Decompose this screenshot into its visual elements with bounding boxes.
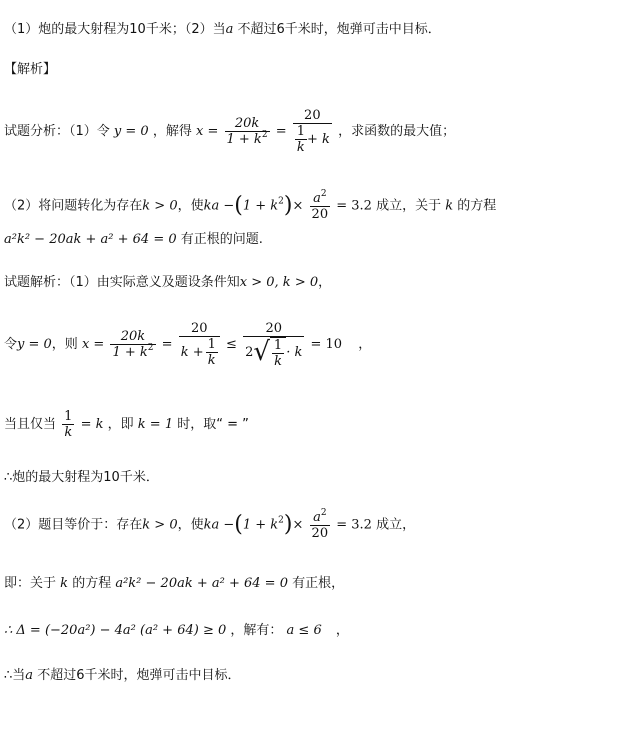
analysis-p2-k: k <box>445 198 454 214</box>
solution-p2-fraction: $\frac{a^2}{20}$ <box>311 507 329 541</box>
solution-ling: 令 <box>4 337 18 352</box>
solution-fraction-1: $\frac{20k}{1 + k^2}$ <box>112 329 154 360</box>
analysis-y-eq: y = 0 <box>113 124 149 139</box>
sol-frac2-den-a: k + <box>180 345 204 360</box>
analysis-p2-text: （2）将问题转化为存在 <box>4 198 143 214</box>
analysis-x-eq: x = <box>196 124 219 139</box>
sol-frac3-sq-num: 1 <box>273 337 283 353</box>
frac2-inner-den: k <box>296 140 305 155</box>
analysis-fraction-1: $\frac{20k}{1 + k^2}$ <box>226 116 268 147</box>
analysis-p2-frac-den: 20 <box>311 206 329 222</box>
analysis-equation: a²k² − 20ak + a² + 64 = 0 <box>4 232 177 247</box>
solution-p2-label: （2）题目等价于：存在 <box>4 517 143 533</box>
solution-p2-times: × <box>292 517 304 533</box>
solution-line4: （2）题目等价于：存在k > 0，使ka $-(1 + k^2)\times$ $\frac{a^2}{20}$ = 3.2 成立， <box>4 507 416 541</box>
solution-final-var: a <box>25 668 34 683</box>
analysis-p2-use: ，使 <box>177 198 204 214</box>
sol-frac3-two: 2 <box>245 345 254 360</box>
sol-frac2-num: 20 <box>179 321 220 337</box>
sol-frac2-inner-num: 1 <box>207 337 216 352</box>
solution-when-fraction <box>62 409 74 440</box>
frac1-numerator: 20k <box>225 116 270 132</box>
solution-ji-k: k <box>60 576 69 591</box>
solution-y-eq: y = 0 <box>17 337 52 352</box>
frac2-inner-num: 1 <box>296 124 306 139</box>
answer-part2: 不超过6千米时，炮弹可击中目标． <box>237 22 441 37</box>
analysis-line1 <box>4 108 455 155</box>
analysis-p2-eq: = 3.2 <box>336 198 372 214</box>
solution-when-tail: ，即 <box>107 417 134 432</box>
solution-ji-tail: 有正根， <box>292 576 345 591</box>
solution-p2-frac-num: a <box>313 509 321 525</box>
solution-when-eq: = k <box>80 417 104 432</box>
sol-frac1-den: 1 + k <box>112 345 148 360</box>
solution-line6 <box>4 623 349 639</box>
sol-frac2-inner-den: k <box>207 353 216 368</box>
solution-when-tail2: 时，取“ = ” <box>177 417 249 432</box>
sol-frac3-dot: · k <box>286 345 303 360</box>
solution-line3 <box>4 403 249 447</box>
analysis-p2-fraction: $\frac{a^2}{20}$ <box>311 188 329 222</box>
solution-a-le: a ≤ 6 <box>286 623 322 638</box>
analysis-p2-expr-b: 1 + k <box>242 198 279 214</box>
analysis-fraction-2 <box>293 108 332 155</box>
solution-cond-tail: ， <box>318 275 332 290</box>
analysis-p2-expr-a: ka − <box>203 198 235 214</box>
analysis-eq: = <box>275 124 287 139</box>
solution-final-a: ∴当 <box>4 668 26 683</box>
solution-k1: k = 1 <box>137 417 174 432</box>
solution-a-tail: ， <box>335 623 349 638</box>
analysis-line2: （2）将问题转化为存在k > 0，使ka $-(1 + k^2)\times$ $\frac{a^2}{20}$ = 3.2 成立，关于 k 的方程 <box>4 188 497 222</box>
analysis-solve-text: ，解得 <box>152 124 192 139</box>
analysis-label: 试题分析：（1）令 <box>4 124 110 139</box>
solution-fraction-2 <box>179 321 220 368</box>
solution-final <box>4 668 240 684</box>
analysis-p2-times: × <box>292 198 304 214</box>
solution-comma: ， <box>358 337 372 352</box>
solution-final-tail: 不超过6千米时，炮弹可击中目标． <box>37 668 241 683</box>
when-frac-num: 1 <box>64 409 73 424</box>
analysis-k-pos: k > 0 <box>142 198 178 214</box>
solution-line1 <box>4 275 331 291</box>
solution-p2-k-pos: k > 0 <box>142 517 178 533</box>
sol-frac1-num: 20k <box>110 329 155 345</box>
solution-p2-use: ，使 <box>177 517 204 533</box>
solution-fraction-3 <box>243 321 304 369</box>
solution-cond: x > 0, k > 0 <box>239 275 319 290</box>
analysis-line3 <box>4 232 263 248</box>
sol-frac3-sq-den: k <box>274 353 282 369</box>
solution-p2-expr-b: 1 + k <box>242 517 279 533</box>
solution-conclusion1: ∴炮的最大射程为10千米． <box>4 470 159 485</box>
analysis-p2-tail2: 的方程 <box>457 198 497 214</box>
section-heading: 【解析】 <box>4 62 57 77</box>
solution-eq1: = <box>161 337 173 352</box>
analysis-p2-tail: 成立，关于 <box>376 198 442 214</box>
solution-delta: ∴ Δ = (−20a²) − 4a² (a² + 64) ≥ 0 <box>4 623 227 638</box>
solution-delta-tail: ，解有： <box>230 623 283 638</box>
answer-var-a: a <box>225 22 234 37</box>
solution-ji-text2: 的方程 <box>72 576 112 591</box>
solution-le: ≤ <box>226 337 237 352</box>
solution-ze: ，则 <box>51 337 78 352</box>
solution-p2-frac-den: 20 <box>311 525 329 541</box>
solution-when-text: 当且仅当 <box>4 417 57 432</box>
solution-ji-eq: a²k² − 20ak + a² + 64 = 0 <box>115 576 288 591</box>
frac2-den-tail: + k <box>307 132 330 147</box>
when-frac-den: k <box>64 425 73 440</box>
answer-part1: （1）炮的最大射程为10千米；（2）当 <box>4 22 226 37</box>
sol-frac3-num: 20 <box>243 321 304 337</box>
solution-line5 <box>4 576 344 592</box>
solution-p2-eq: = 3.2 <box>336 517 372 533</box>
solution-p2-tail: 成立， <box>376 517 416 533</box>
frac1-denominator: 1 + k <box>226 132 262 147</box>
answer-line <box>4 22 441 38</box>
solution-line2 <box>4 315 371 375</box>
analysis-p2-frac-num: a <box>313 190 321 206</box>
solution-p2-expr-a: ka − <box>203 517 235 533</box>
solution-ji-text: 即：关于 <box>4 576 57 591</box>
analysis-tail: ，求函数的最大值； <box>338 124 456 139</box>
sqrt-icon: √ <box>253 337 270 367</box>
solution-eq10: = 10 <box>310 337 343 352</box>
analysis-equation-tail: 有正根的问题. <box>180 232 263 247</box>
frac2-numerator: 20 <box>293 108 332 124</box>
solution-label: 试题解析：（1）由实际意义及题设条件知 <box>4 275 240 290</box>
solution-x-eq: x = <box>81 337 105 352</box>
